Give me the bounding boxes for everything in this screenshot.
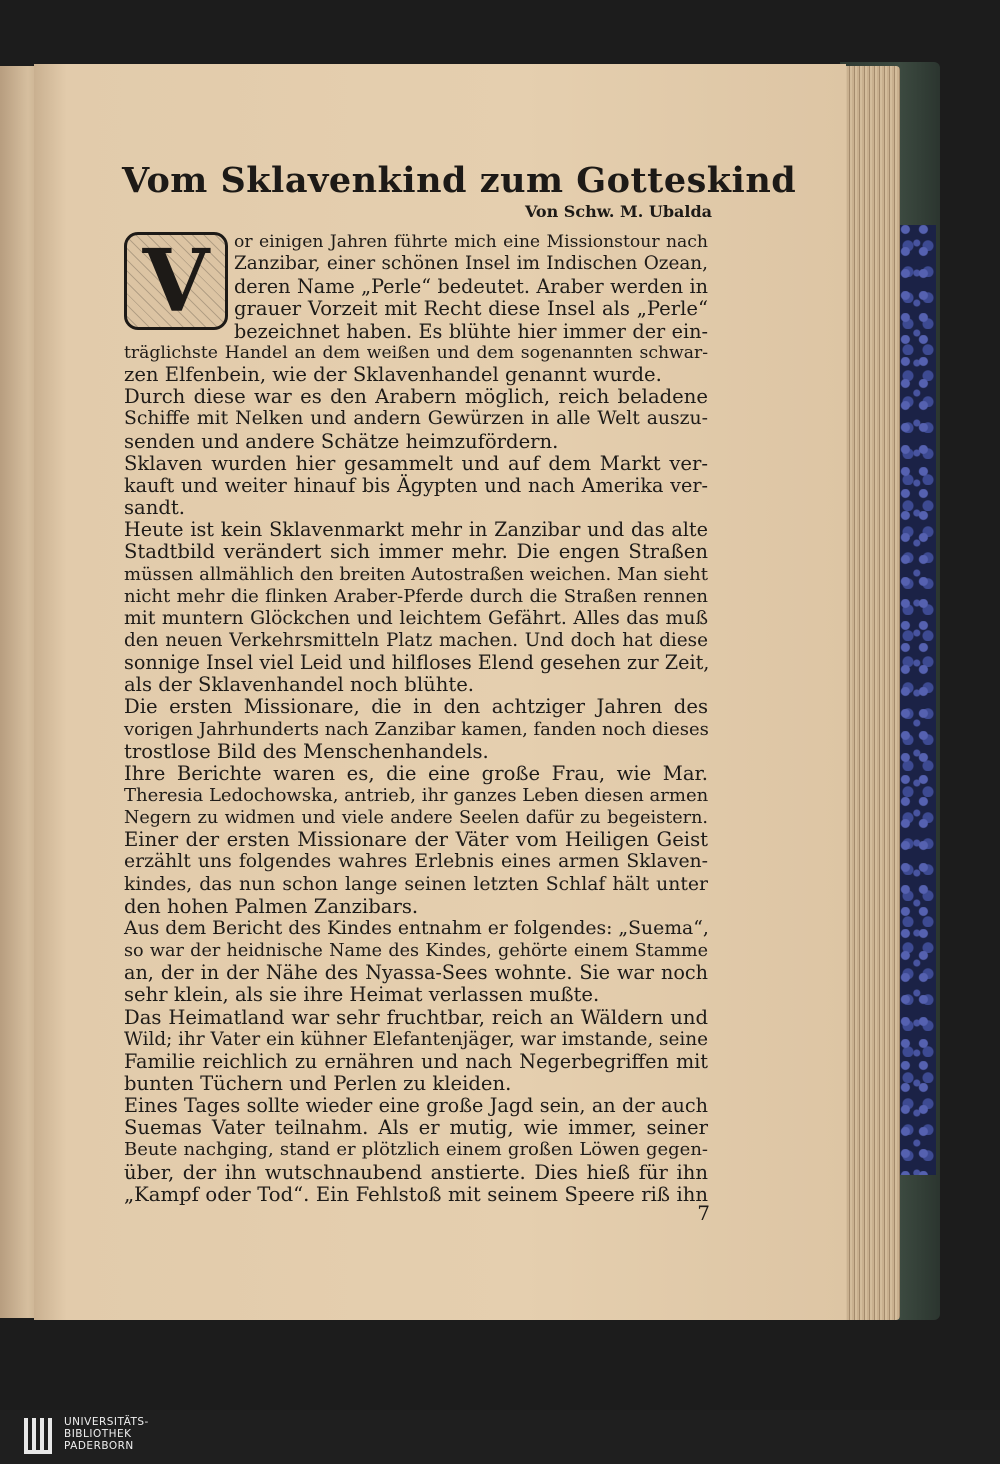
text-line: grauer Vorzeit mit Recht diese Insel als „Perle“ (234, 297, 708, 321)
text-line: zen Elfenbein, wie der Sklavenhandel genannt wurde. (124, 363, 662, 387)
text-line: Negern zu widmen und viele andere Seelen dafür zu begeistern. (124, 808, 708, 829)
text-line: erzählt uns folgendes wahres Erlebnis eines armen Sklaven- (124, 851, 708, 873)
text-line: mit muntern Glöckchen und leichtem Gefährt. Alles das muß (124, 607, 708, 629)
drop-cap-initial: V (124, 232, 228, 330)
page-number: 7 (697, 1201, 710, 1225)
text-line: sandt. (124, 496, 186, 520)
library-logo-icon (22, 1416, 58, 1456)
text-line: sehr klein, als sie ihre Heimat verlassen mußte. (124, 983, 600, 1007)
text-line: deren Name „Perle“ bedeutet. Araber werden in (234, 274, 708, 298)
library-logo-text (64, 1416, 149, 1452)
text-line: Familie reichlich zu ernähren und nach Negerbegriffen mit (124, 1049, 708, 1073)
text-line: or einigen Jahren führte mich eine Missionstour nach (234, 232, 708, 252)
text-line: den neuen Verkehrsmitteln Platz machen. Und doch hat diese (124, 629, 708, 651)
text-line: müssen allmählich den breiten Autostraßen weichen. Man sieht (124, 563, 708, 585)
text-line: an, der in der Nähe des Nyassa-Sees wohnte. Sie war noch (124, 961, 708, 985)
article-title: Vom Sklavenkind zum Gotteskind (122, 160, 797, 201)
text-line: so war der heidnische Name des Kindes, gehörte einem Stamme (124, 941, 708, 962)
text-line: Zanzibar, einer schönen Insel im Indischen Ozean, (234, 253, 708, 275)
text-line: Durch diese war es den Arabern möglich, reich beladene (124, 385, 708, 409)
text-line: bunten Tüchern und Perlen zu kleiden. (124, 1071, 512, 1095)
text-line: Schiffe mit Nelken und andern Gewürzen in alle Welt auszu- (124, 408, 708, 430)
text-line: Theresia Ledochowska, antrieb, ihr ganzes Leben diesen armen (124, 785, 709, 806)
text-line: den hohen Palmen Zanzibars. (124, 894, 419, 918)
text-line: Wild; ihr Vater ein kühner Elefantenjäger, war imstande, seine (124, 1028, 708, 1050)
text-line: trostlose Bild des Menschenhandels. (124, 739, 489, 763)
text-line: Beute nachging, stand er plötzlich einem großen Löwen gegen- (124, 1139, 708, 1161)
logo-line-3: PADERBORN (64, 1440, 134, 1452)
text-line: Heute ist kein Sklavenmarkt mehr in Zanzibar und das alte (124, 518, 708, 542)
text-line: „Kampf oder Tod“. Ein Fehlstoß mit seinem Speere riß ihn (124, 1182, 708, 1206)
text-line: senden und andere Schätze heimzufördern. (124, 429, 559, 453)
text-line: sonnige Insel viel Leid und hilfloses Elend gesehen zur Zeit, (124, 651, 710, 675)
text-line: Stadtbild verändert sich immer mehr. Die engen Straßen (124, 540, 708, 564)
logo-line-2: BIBLIOTHEK (64, 1428, 132, 1440)
article-author: Von Schw. M. Ubalda (524, 202, 712, 221)
text-line: bezeichnet haben. Es blühte hier immer der ein- (234, 319, 708, 343)
text-line: träglichste Handel an dem weißen und dem sogenannten schwar- (124, 343, 708, 363)
text-line: Sklaven wurden hier gesammelt und auf dem Markt ver- (124, 451, 708, 475)
text-line: als der Sklavenhandel noch blühte. (124, 673, 475, 697)
logo-line-1: UNIVERSITÄTS- (64, 1416, 149, 1428)
text-line: vorigen Jahrhunderts nach Zanzibar kamen, fanden noch dieses (124, 718, 709, 740)
text-line: kindes, das nun schon lange seinen letzten Schlaf hält unter (124, 873, 708, 895)
text-line: Das Heimatland war sehr fruchtbar, reich an Wäldern und (124, 1005, 708, 1029)
text-line: Suemas Vater teilnahm. Als er mutig, wie immer, seiner (124, 1116, 708, 1140)
text-line: Ihre Berichte waren es, die eine große Frau, wie Mar. (124, 761, 708, 785)
text-line: Die ersten Missionare, die in den achtziger Jahren des (124, 695, 708, 719)
text-line: über, der ihn wutschnaubend anstierte. Dies hieß für ihn (124, 1160, 708, 1184)
text-line: Eines Tages sollte wieder eine große Jagd sein, an der auch (124, 1094, 708, 1118)
text-line: Aus dem Bericht des Kindes entnahm er folgendes: „Suema“, (124, 917, 709, 939)
text-line: Einer der ersten Missionare der Väter vom Heiligen Geist (124, 828, 708, 852)
text-line: nicht mehr die flinken Araber-Pferde durch die Straßen rennen (124, 585, 708, 607)
text-line: kauft und weiter hinauf bis Ägypten und nach Amerika ver- (124, 473, 708, 497)
marbled-cover-strip (900, 225, 936, 1175)
